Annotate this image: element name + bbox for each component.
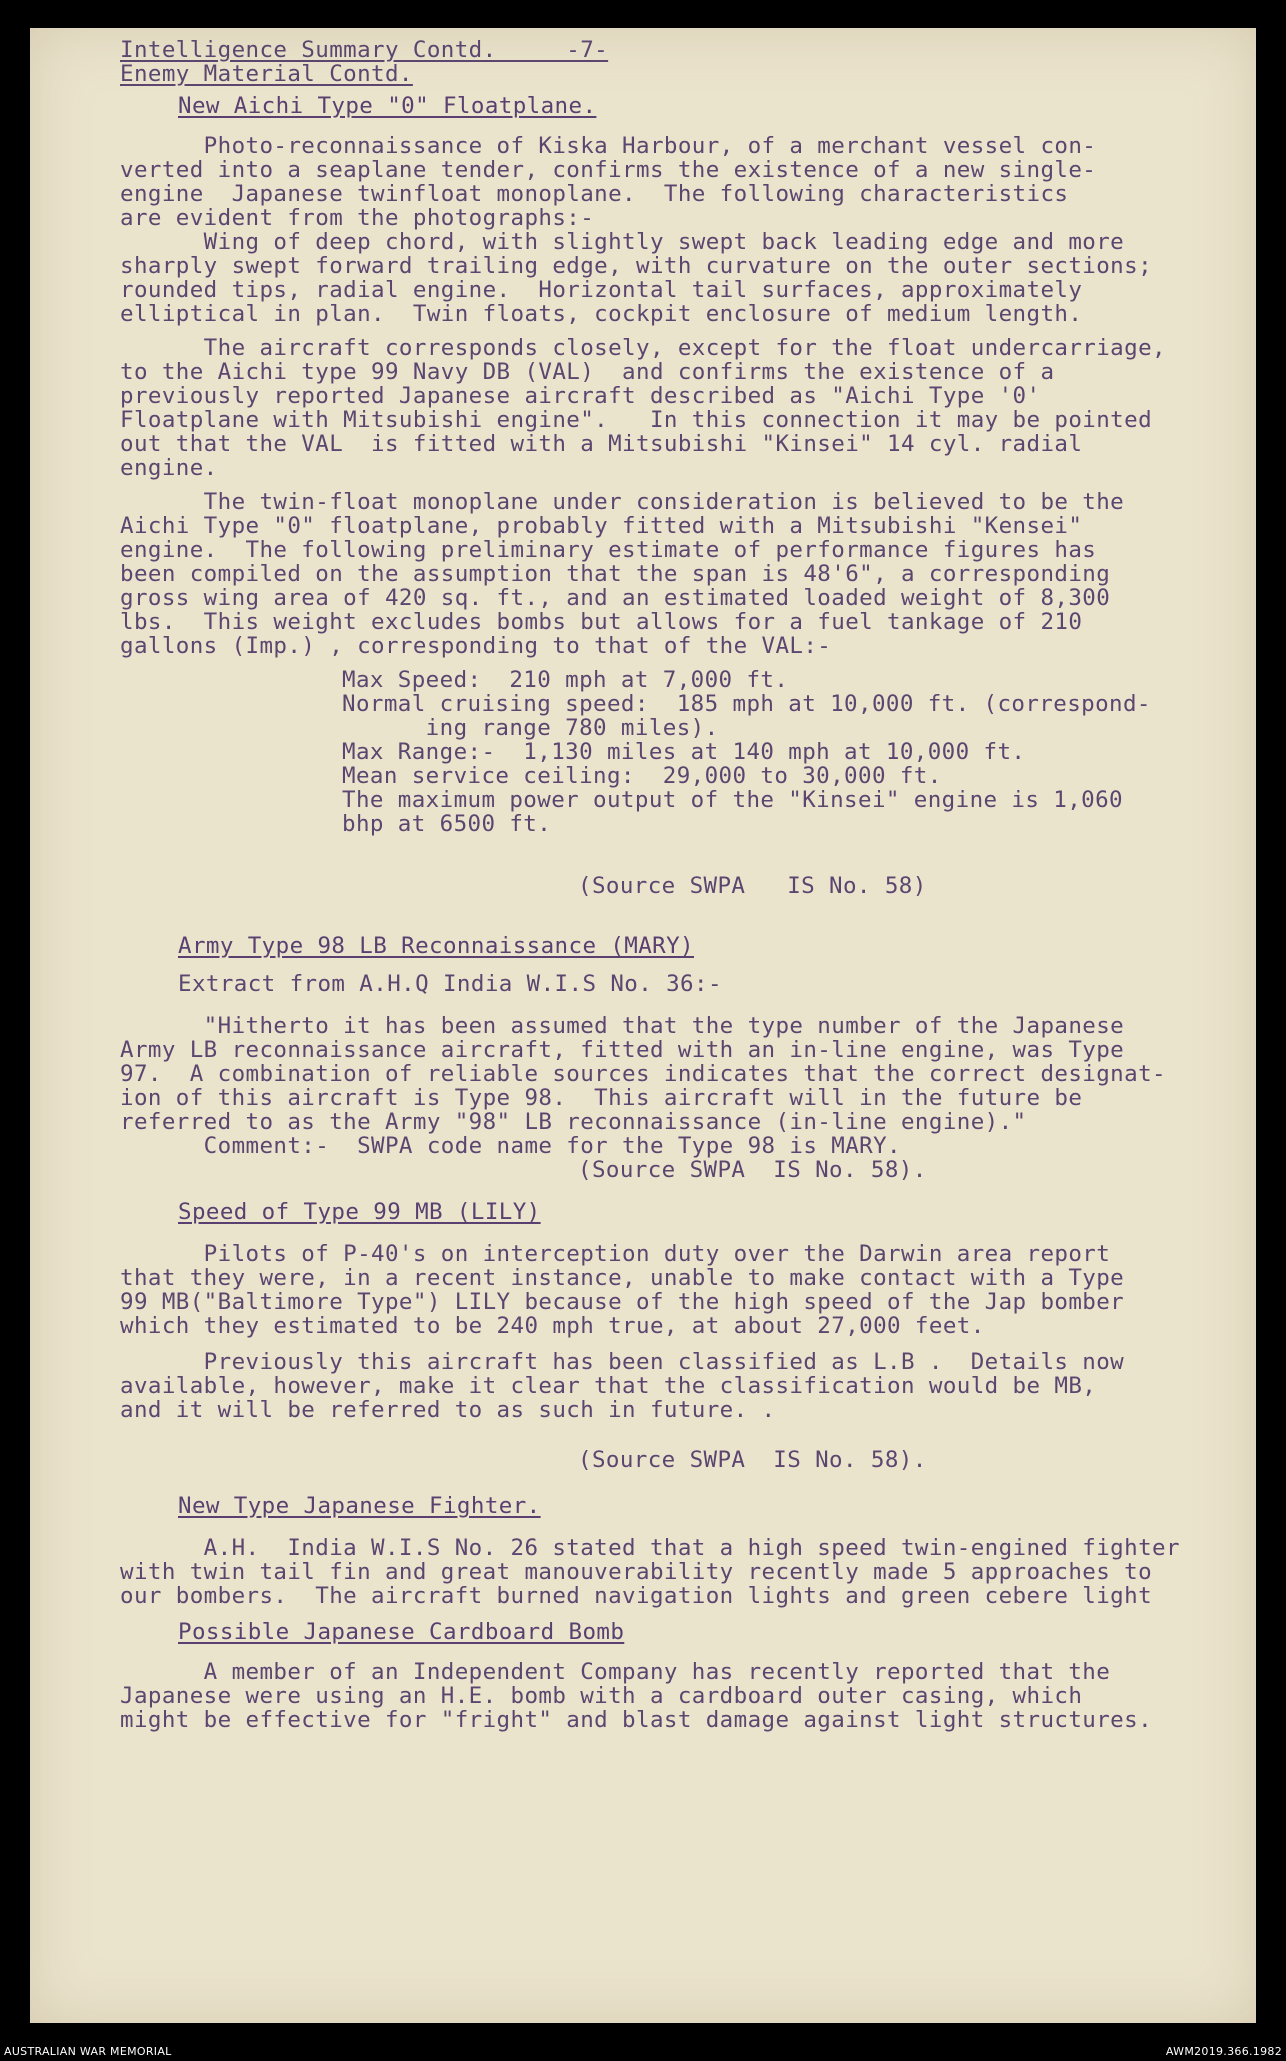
para-line: Floatplane with Mitsubishi engine". In this connection it may be pointed	[120, 407, 1153, 433]
para-line: gross wing area of 420 sq. ft., and an estimated loaded weight of 8,300	[120, 585, 1111, 611]
quote-line: referred to as the Army "98" LB reconnaissance (in-line engine)."	[120, 1109, 1027, 1135]
para-line: engine Japanese twinfloat monoplane. The following characteristics	[120, 181, 1069, 207]
quote-line: ion of this aircraft is Type 98. This aircraft will in the future be	[120, 1085, 1083, 1111]
para-line: lbs. This weight excludes bombs but allows for a fuel tankage of 210	[120, 609, 1083, 635]
section-heading-aichi: New Aichi Type "0" Floatplane.	[178, 93, 597, 119]
para-line: A.H. India W.I.S No. 26 stated that a high speed twin-engined fighter	[120, 1535, 1180, 1561]
section-heading-bomb: Possible Japanese Cardboard Bomb	[178, 1619, 625, 1645]
footer-catalogue-number: AWM2019.366.1982	[1165, 2045, 1282, 2058]
extract-line: Extract from A.H.Q India W.I.S No. 36:-	[178, 971, 722, 997]
section-heading-mary: Army Type 98 LB Reconnaissance (MARY)	[178, 933, 695, 959]
para-line: 99 MB("Baltimore Type") LILY because of the high speed of the Jap bomber	[120, 1289, 1125, 1315]
spec-line: The maximum power output of the "Kinsei" engine is 1,060	[342, 787, 1123, 813]
para-line: out that the VAL is fitted with a Mitsubishi "Kinsei" 14 cyl. radial	[120, 431, 1083, 457]
para-line: Previously this aircraft has been classified as L.B . Details now	[120, 1349, 1125, 1375]
para-line: might be effective for "fright" and blast damage against light structures.	[120, 1707, 1153, 1733]
para-line: to the Aichi type 99 Navy DB (VAL) and confirms the existence of a	[120, 359, 1055, 385]
spec-line: Mean service ceiling: 29,000 to 30,000 ft.	[342, 763, 942, 789]
footer-archive-name: AUSTRALIAN WAR MEMORIAL	[4, 2045, 172, 2058]
para-line: engine.	[120, 455, 218, 481]
source-note: (Source SWPA IS No. 58).	[578, 1157, 927, 1183]
quote-line: 97. A combination of reliable sources indicates that the correct designat-	[120, 1061, 1166, 1087]
para-line: with twin tail fin and great manouverability recently made 5 approaches to	[120, 1559, 1153, 1585]
para-line: Photo-reconnaissance of Kiska Harbour, of a merchant vessel con-	[120, 133, 1097, 159]
para-line: which they estimated to be 240 mph true, at about 27,000 feet.	[120, 1313, 985, 1339]
quote-line: "Hitherto it has been assumed that the type number of the Japanese	[120, 1013, 1125, 1039]
para-line: our bombers. The aircraft burned navigation lights and green cebere light	[120, 1583, 1153, 1609]
para-line: rounded tips, radial engine. Horizontal tail surfaces, approximately	[120, 277, 1083, 303]
spec-line: ing range 780 miles).	[342, 715, 719, 741]
para-line: that they were, in a recent instance, unable to make contact with a Type	[120, 1265, 1125, 1291]
para-line: gallons (Imp.) , corresponding to that of the VAL:-	[120, 633, 832, 659]
section-heading-lily: Speed of Type 99 MB (LILY)	[178, 1199, 541, 1225]
para-line: Aichi Type "0" floatplane, probably fitted with a Mitsubishi "Kensei"	[120, 513, 1083, 539]
para-line: and it will be referred to as such in future. .	[120, 1397, 776, 1423]
para-line: available, however, make it clear that the classification would be MB,	[120, 1373, 1097, 1399]
para-line: A member of an Independent Company has recently reported that the	[120, 1659, 1111, 1685]
para-line: sharply swept forward trailing edge, with curvature on the outer sections;	[120, 253, 1153, 279]
para-line: verted into a seaplane tender, confirms the existence of a new single-	[120, 157, 1097, 183]
quote-line: Army LB reconnaissance aircraft, fitted with an in-line engine, was Type	[120, 1037, 1125, 1063]
para-line: Wing of deep chord, with slightly swept back leading edge and more	[120, 229, 1125, 255]
para-line: previously reported Japanese aircraft described as "Aichi Type '0'	[120, 383, 1041, 409]
para-line: The aircraft corresponds closely, except for the float undercarriage,	[120, 335, 1166, 361]
para-line: engine. The following preliminary estimate of performance figures has	[120, 537, 1097, 563]
source-note: (Source SWPA IS No. 58)	[578, 873, 927, 899]
para-line: been compiled on the assumption that the span is 48'6", a corresponding	[120, 561, 1111, 587]
document-page	[30, 28, 1256, 2023]
para-line: The twin-float monoplane under consideration is believed to be the	[120, 489, 1125, 515]
para-line: are evident from the photographs:-	[120, 205, 595, 231]
para-line: Japanese were using an H.E. bomb with a cardboard outer casing, which	[120, 1683, 1083, 1709]
header-line-1: Intelligence Summary Contd. -7-	[120, 37, 609, 63]
spec-line: Max Speed: 210 mph at 7,000 ft.	[342, 667, 789, 693]
source-note: (Source SWPA IS No. 58).	[578, 1447, 927, 1473]
comment-line: Comment:- SWPA code name for the Type 98 is MARY.	[120, 1133, 901, 1159]
spec-line: Max Range:- 1,130 miles at 140 mph at 10,000 ft.	[342, 739, 1026, 765]
spec-line: bhp at 6500 ft.	[342, 811, 552, 837]
header-line-2: Enemy Material Contd.	[120, 61, 413, 87]
spec-line: Normal cruising speed: 185 mph at 10,000 ft. (correspond-	[342, 691, 1151, 717]
para-line: Pilots of P-40's on interception duty over the Darwin area report	[120, 1241, 1111, 1267]
section-heading-fighter: New Type Japanese Fighter.	[178, 1493, 541, 1519]
para-line: elliptical in plan. Twin floats, cockpit enclosure of medium length.	[120, 301, 1083, 327]
